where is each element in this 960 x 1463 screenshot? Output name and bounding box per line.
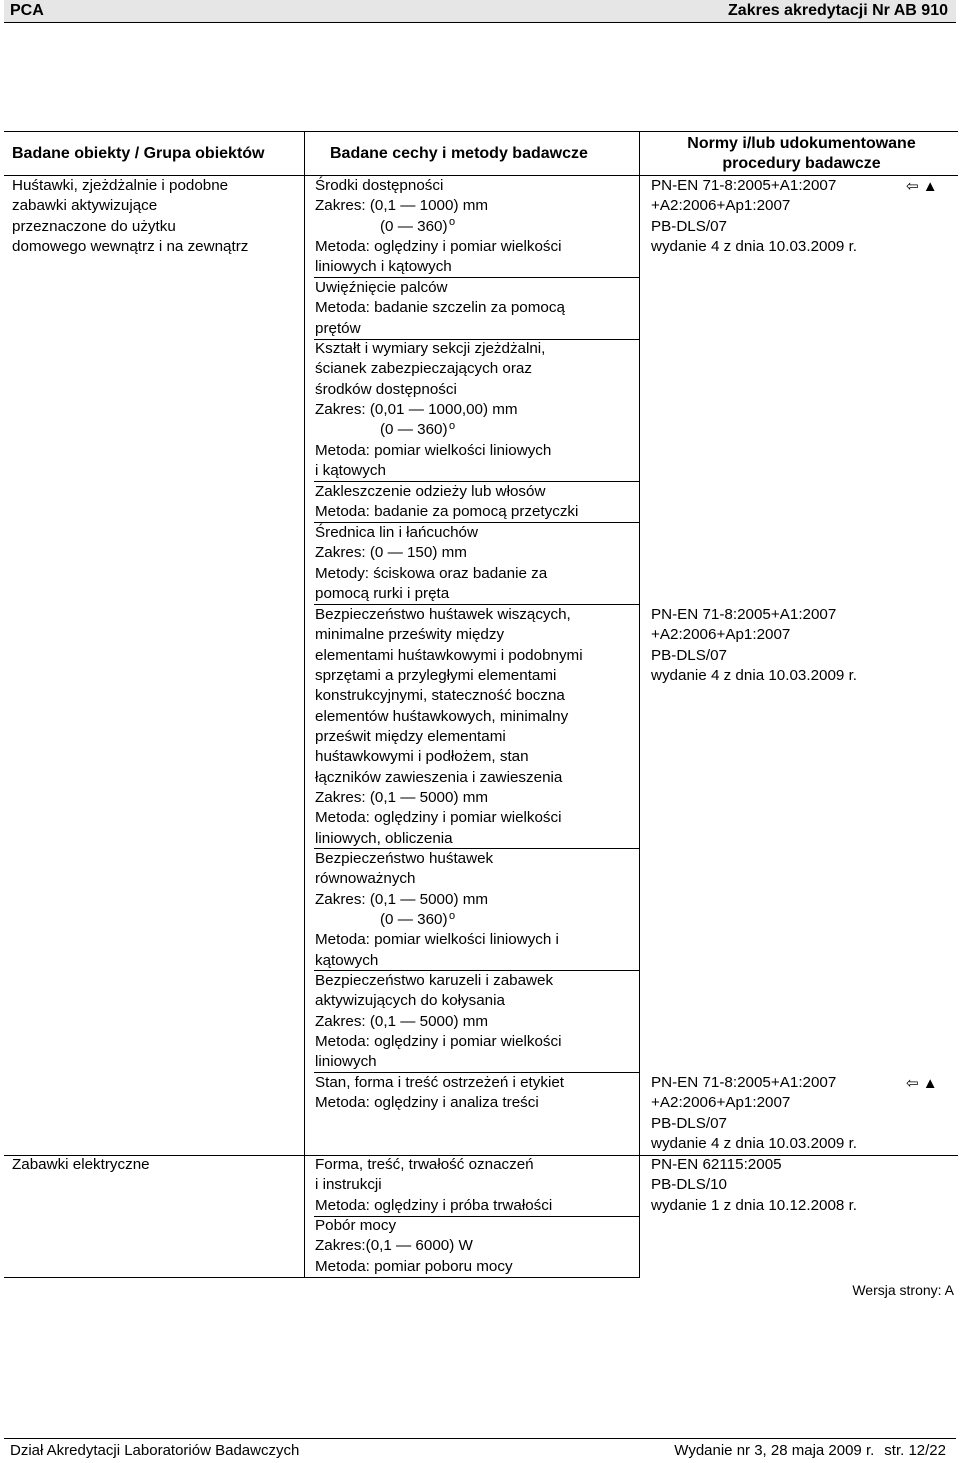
method-line: (0 — 360) (380, 911, 448, 929)
norm-line: PB-DLS/07 (651, 1114, 727, 1132)
norm-block-3 (651, 1073, 857, 1154)
method-line: prześwit między elementami (315, 728, 506, 746)
object-group-1 (12, 176, 248, 257)
footer-right (664, 1439, 946, 1463)
method-line: Zakleszczenie odzieży lub włosów (315, 483, 546, 500)
norm-line: PB-DLS/07 (651, 646, 727, 664)
method-line: liniowych i kątowych (315, 258, 452, 276)
norm-block-2 (651, 605, 857, 686)
norm-line: wydanie 4 z dnia 10.03.2009 r. (651, 667, 858, 685)
degree-mark: o (449, 910, 456, 922)
method-line: ścianek zabezpieczających oraz (315, 360, 532, 378)
norm-line: PN-EN 71-8:2005+A1:2007 (651, 606, 837, 623)
footer-page-number: str. 12/22 (884, 1442, 946, 1459)
norm-line: wydanie 1 z dnia 10.12.2008 r. (651, 1196, 858, 1214)
column-header-norms-line2: procedury badawcze (722, 155, 881, 172)
method-block-5 (315, 523, 547, 604)
method-line: Zakres: (0 — 150) mm (315, 544, 467, 562)
method-line: Metody: ściskowa oraz badanie za (315, 564, 548, 582)
method-line: Metoda: oględziny i pomiar wielkości (315, 1033, 562, 1051)
method-line: konstrukcyjnymi, stateczność boczna (315, 687, 565, 705)
method-line: prętów (315, 319, 361, 337)
method-line: Metoda: pomiar wielkości liniowych (315, 441, 552, 459)
method-line: Metoda: pomiar poboru mocy (315, 1257, 513, 1275)
method-line: Zakres: (0,1 — 5000) mm (315, 890, 489, 908)
method-line: Kształt i wymiary sekcji zjeżdżalni, (315, 340, 546, 357)
method-line: Metoda: oględziny i pomiar wielkości (315, 809, 562, 827)
degree-mark: o (449, 420, 456, 432)
change-marker-icon: ⇦ ▲ (906, 178, 938, 195)
method-block-2 (315, 278, 565, 339)
norm-line: PB-DLS/10 (651, 1176, 727, 1194)
method-line: aktywizujących do kołysania (315, 992, 505, 1010)
method-line: elementami huśtawkowymi i podobnymi (315, 646, 583, 664)
method-block-7 (315, 849, 559, 971)
method-line: Pobór mocy (315, 1217, 397, 1234)
method-block-11 (315, 1216, 513, 1277)
method-line: równoważnych (315, 870, 416, 888)
norm-line: PN-EN 71-8:2005+A1:2007 (651, 177, 837, 194)
method-line: Metoda: badanie za pomocą przetyczki (315, 503, 579, 521)
method-line: Metoda: oględziny i pomiar wielkości (315, 238, 562, 256)
method-line: elementów huśtawkowych, minimalny (315, 707, 569, 725)
method-block-10 (315, 1155, 552, 1216)
column-header-objects: Badane obiekty / Grupa obiektów (12, 145, 265, 162)
column-header-norms-line1: Normy i/lub udokumentowane (687, 135, 916, 152)
method-block-3 (315, 339, 551, 481)
object-line: zabawki aktywizujące (12, 197, 158, 215)
header-right: Zakres akredytacji Nr AB 910 (728, 2, 948, 19)
method-line: Średnica lin i łańcuchów (315, 524, 478, 541)
column-header-methods: Badane cechy i metody badawcze (330, 145, 588, 162)
method-line: i kątowych (315, 462, 386, 480)
norm-line: PN-EN 71-8:2005+A1:2007 (651, 1074, 837, 1091)
method-line: Zakres: (0,1 — 5000) mm (315, 789, 489, 807)
method-line: Stan, forma i treść ostrzeżeń i etykiet (315, 1074, 564, 1091)
method-block-4 (315, 482, 578, 523)
method-block-9 (315, 1073, 564, 1114)
object-line: Huśtawki, zjeżdżalnie i podobne (12, 177, 229, 194)
method-line: liniowych (315, 1053, 377, 1071)
method-block-8 (315, 971, 562, 1073)
norm-line: wydanie 4 z dnia 10.03.2009 r. (651, 1135, 858, 1153)
method-line: Metoda: badanie szczelin za pomocą (315, 299, 565, 317)
page-header (4, 0, 956, 23)
method-line: Zakres:(0,1 — 6000) W (315, 1237, 473, 1255)
method-line: liniowych, obliczenia (315, 829, 453, 847)
method-line: Bezpieczeństwo huśtawek wiszących, (315, 606, 571, 623)
method-line: Metoda: oględziny i analiza treści (315, 1094, 539, 1112)
method-line: Bezpieczeństwo huśtawek (315, 850, 494, 867)
norm-line: +A2:2006+Ap1:2007 (651, 626, 791, 644)
page-version: Wersja strony: A (852, 1282, 954, 1298)
object-group-2 (12, 1155, 150, 1175)
method-line: Zakres: (0,1 — 5000) mm (315, 1012, 489, 1030)
col1-frame (4, 131, 305, 1278)
method-line: pomocą rurki i pręta (315, 585, 450, 603)
method-line: (0 — 360) (380, 217, 448, 235)
method-line: środków dostępności (315, 380, 457, 398)
method-line: (0 — 360) (380, 421, 448, 439)
method-line: Metoda: pomiar wielkości liniowych i (315, 931, 559, 949)
method-line: Uwięźnięcie palców (315, 279, 448, 296)
method-line: huśtawkowymi i podłożem, stan (315, 748, 529, 766)
method-block-1 (315, 176, 562, 278)
norm-block-1 (651, 176, 857, 257)
norm-line: PB-DLS/07 (651, 217, 727, 235)
object-line: Zabawki elektryczne (12, 1156, 150, 1173)
method-line: Zakres: (0,01 — 1000,00) mm (315, 401, 518, 419)
object-line: przeznaczone do użytku (12, 217, 176, 235)
method-line: Bezpieczeństwo karuzeli i zabawek (315, 972, 554, 989)
method-line: łączników zawieszenia i zawieszenia (315, 768, 563, 786)
header-left: PCA (10, 2, 44, 19)
page-footer (4, 1438, 956, 1463)
footer-edition: Wydanie nr 3, 28 maja 2009 r. (674, 1442, 875, 1459)
method-line: minimalne prześwity między (315, 626, 505, 644)
method-line: Metoda: oględziny i próba trwałości (315, 1196, 553, 1214)
footer-left: Dział Akredytacji Laboratoriów Badawczych (10, 1442, 300, 1459)
norm-line: +A2:2006+Ap1:2007 (651, 1094, 791, 1112)
norm-line: PN-EN 62115:2005 (651, 1156, 782, 1173)
norm-line: wydanie 4 z dnia 10.03.2009 r. (651, 238, 858, 256)
norm-line: +A2:2006+Ap1:2007 (651, 197, 791, 215)
method-line: kątowych (315, 951, 379, 969)
method-line: Środki dostępności (315, 177, 444, 194)
method-line: sprzętami a przyległymi elementami (315, 667, 557, 685)
change-marker-icon: ⇦ ▲ (906, 1075, 938, 1092)
method-line: Zakres: (0,1 — 1000) mm (315, 197, 489, 215)
method-line: Forma, treść, trwałość oznaczeń (315, 1156, 534, 1173)
method-line: i instrukcji (315, 1176, 382, 1194)
norm-block-4 (651, 1155, 857, 1216)
object-line: domowego wewnątrz i na zewnątrz (12, 238, 249, 256)
degree-mark: o (449, 216, 456, 228)
method-block-6 (315, 605, 583, 849)
